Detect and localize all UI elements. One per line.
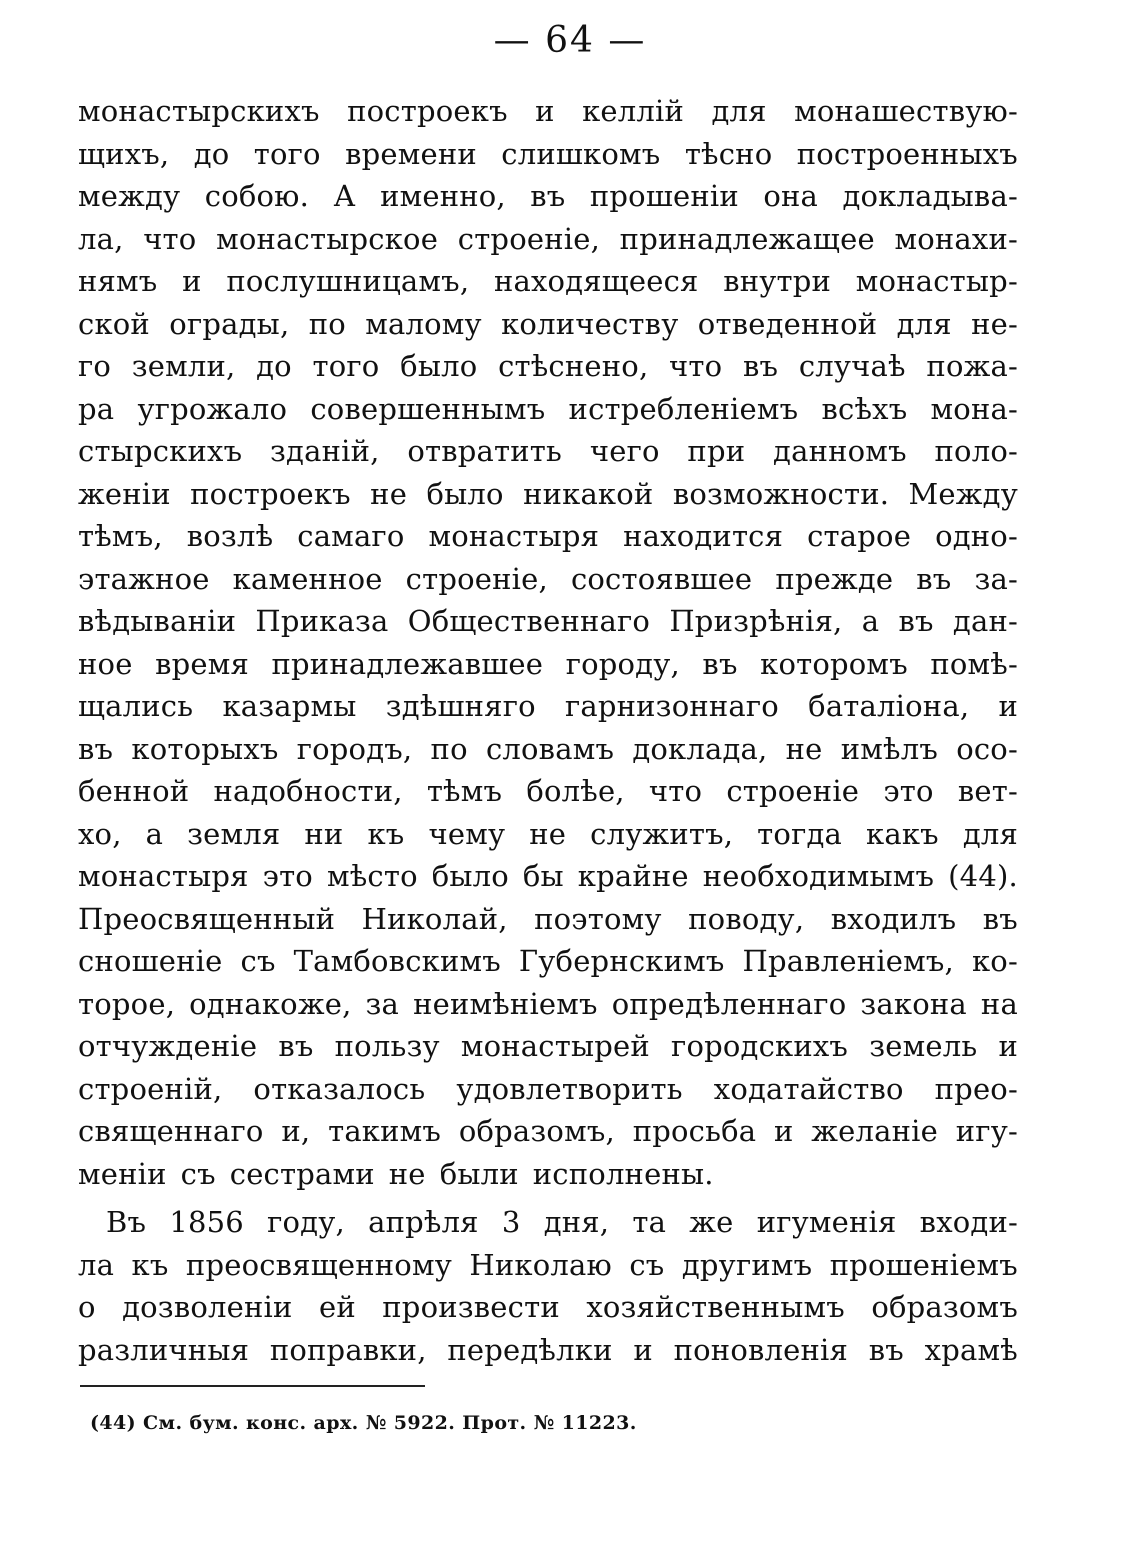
text-line: тѣмъ, возлѣ самаго монастыря находится старое одно- [78, 519, 1018, 553]
text-line: хо, а земля ни къ чему не служитъ, тогда какъ для [78, 816, 1018, 851]
text-line: вѣдываніи Приказа Общественнаго Призрѣнія, а въ дан- [78, 604, 1018, 638]
text-line: сношеніе съ Тамбовскимъ Губернскимъ Правленіемъ, ко- [78, 944, 1018, 978]
text-line: монастырскихъ построекъ и келлій для монашествую- [78, 94, 1018, 128]
text-line: ла, что монастырское строеніе, принадлежащее монахи- [78, 221, 1018, 256]
page-number: — 64 — [493, 20, 647, 61]
text-line: Преосвященный Николай, поэтому поводу, входилъ въ [78, 901, 1018, 936]
text-line: этажное каменное строеніе, состоявшее прежде въ за- [78, 561, 1018, 596]
paragraph-2 [78, 1201, 1018, 1371]
text-line: въ которыхъ городъ, по словамъ доклада, не имѣлъ осо- [78, 731, 1018, 766]
footnote: (44) См. бум. конс. арх. № 5922. Прот. № 11223. [90, 1412, 637, 1434]
text-line: го земли, до того было стѣснено, что въ случаѣ пожа- [78, 349, 1018, 383]
text-line: ла къ преосвященному Николаю съ другимъ прошеніемъ [78, 1247, 1018, 1282]
text-line: священнаго и, такимъ образомъ, просьба и желаніе игу- [78, 1114, 1018, 1148]
footnote-divider [80, 1385, 425, 1387]
text-line: ра угрожало совершеннымъ истребленіемъ всѣхъ мона- [78, 391, 1018, 426]
paragraph-1 [78, 90, 1018, 1195]
text-line: щихъ, до того времени слишкомъ тѣсно построенныхъ [78, 136, 1018, 171]
text-line: меніи съ сестрами не были исполнены. [78, 1156, 714, 1191]
body-text [78, 90, 1018, 1371]
text-line: ской ограды, по малому количеству отведенной для не- [78, 306, 1018, 341]
text-line: между собою. А именно, въ прошеніи она докладыва- [78, 179, 1018, 213]
text-line: щались казармы здѣшняго гарнизоннаго баталіона, и [78, 689, 1018, 723]
text-line: женіи построекъ не было никакой возможности. Между [78, 476, 1018, 511]
text-line: бенной надобности, тѣмъ болѣе, что строеніе это вет- [78, 774, 1018, 808]
text-line: нямъ и послушницамъ, находящееся внутри монастыр- [78, 264, 1018, 298]
text-line: торое, однакоже, за неимѣніемъ опредѣленнаго закона на [78, 986, 1018, 1021]
text-line: различныя поправки, передѣлки и поновленія въ храмѣ [78, 1332, 1018, 1367]
text-line: о дозволеніи ей произвести хозяйственнымъ образомъ [78, 1290, 1018, 1324]
text-line: строеній, отказалось удовлетворить ходатайство прео- [78, 1071, 1018, 1106]
text-line: монастыря это мѣсто было бы крайне необходимымъ (44). [78, 859, 1018, 893]
text-line: ное время принадлежавшее городу, въ которомъ помѣ- [78, 646, 1018, 681]
text-line: стырскихъ зданій, отвратить чего при данномъ поло- [78, 434, 1018, 468]
text-line: Въ 1856 году, апрѣля 3 дня, та же игуменія входи- [106, 1205, 1018, 1239]
text-line: отчужденіе въ пользу монастырей городскихъ земель и [78, 1029, 1018, 1063]
